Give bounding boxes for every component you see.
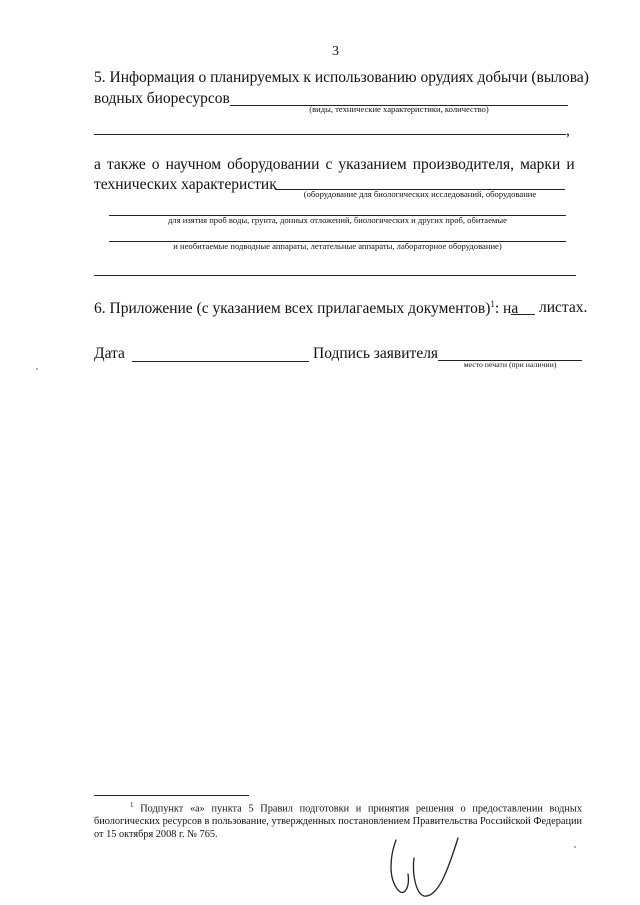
seal-caption: место печати (при наличии) bbox=[463, 360, 557, 369]
date-field-line bbox=[132, 361, 309, 362]
section5-heading: 5. Информация о планируемых к использованию орудиях добычи (вылова) bbox=[94, 69, 589, 86]
fishing-gear-caption: (виды, технические характеристики, количество) bbox=[309, 104, 489, 114]
sheets-label: листах. bbox=[539, 299, 588, 316]
attachments-line bbox=[94, 300, 518, 317]
line-comma: , bbox=[566, 122, 570, 139]
handwritten-signature-mark bbox=[386, 828, 470, 902]
page-number: 3 bbox=[332, 44, 339, 59]
attachments-label: 6. Приложение (с указанием всех прилагаемых документов) bbox=[94, 300, 491, 318]
footnote-separator bbox=[94, 795, 249, 796]
equipment-caption-1: (оборудование для биологических исследований, оборудование bbox=[303, 189, 537, 199]
footnote-ref: 1 bbox=[490, 299, 495, 309]
sheet-count-field bbox=[511, 314, 535, 315]
section5-line2-label: водных биоресурсов bbox=[94, 90, 230, 107]
footnote-text: Подпункт «а» пункта 5 Правил подготовки и принятия решения о предоставлении водных биологических ресурсов в пользование, утвержденных постановлением Правительства Российской Федерации от 15 октября 2008 г. № 765. bbox=[94, 803, 582, 841]
fishing-gear-field-line-2 bbox=[94, 134, 566, 135]
signature-label: Подпись заявителя bbox=[313, 345, 439, 362]
equipment-line2-label: технических характеристик bbox=[94, 176, 277, 193]
equipment-caption-2: для изятия проб воды, грунта, донных отложений, биологических и других проб, обитаемые bbox=[168, 215, 507, 225]
date-label: Дата bbox=[94, 345, 125, 362]
equipment-field-line-4 bbox=[94, 275, 576, 276]
footnote-number: 1 bbox=[130, 801, 134, 809]
scan-speck bbox=[36, 368, 38, 370]
attachments-on: : на bbox=[494, 300, 519, 318]
footnote bbox=[94, 799, 582, 841]
scan-speck bbox=[574, 846, 576, 848]
equipment-caption-3: и необитаемые подводные аппараты, летательные аппараты, лабораторное оборудование) bbox=[173, 241, 502, 251]
equipment-paragraph-line1: а также о научном оборудовании с указанием производителя, марки и bbox=[94, 156, 575, 173]
